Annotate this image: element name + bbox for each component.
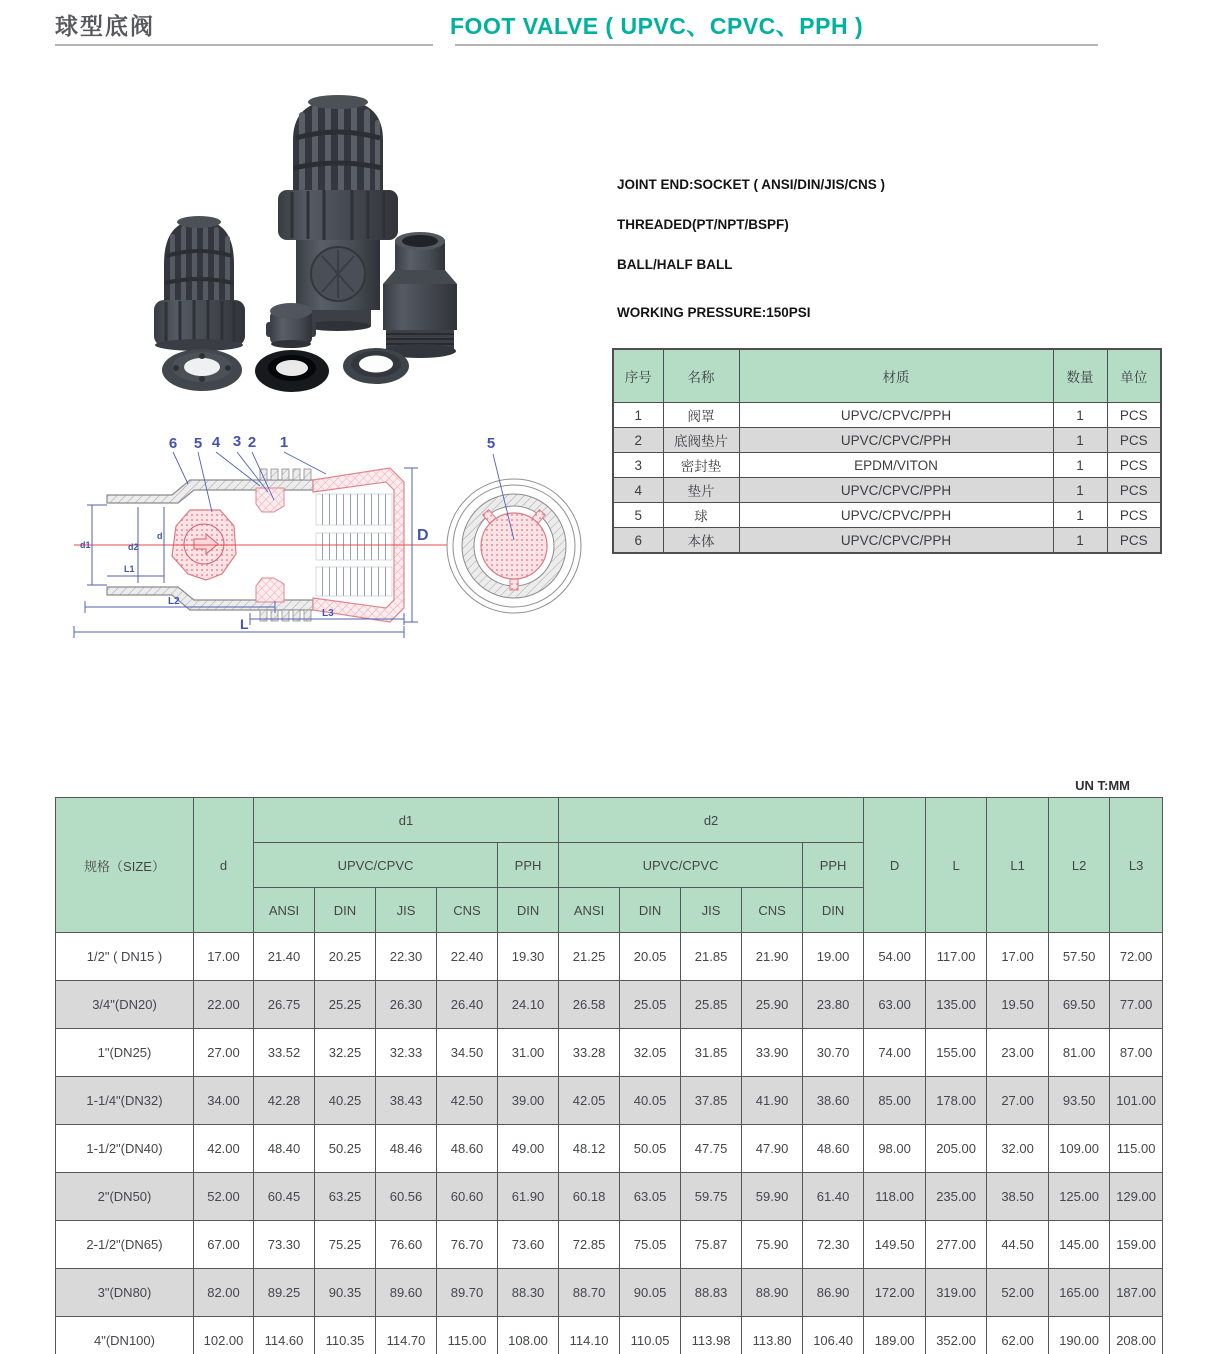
size-table-cell: 89.25 — [254, 1269, 315, 1317]
parts-header-qty: 数量 — [1053, 349, 1107, 403]
photo-gasket-flange — [162, 349, 242, 391]
size-table-cell: 50.05 — [620, 1125, 681, 1173]
size-header-d2-din: DIN — [620, 888, 681, 933]
product-photo — [100, 78, 600, 410]
size-table-cell: 48.12 — [559, 1125, 620, 1173]
parts-table-cell: 垫片 — [663, 478, 739, 503]
parts-table-cell: PCS — [1107, 478, 1161, 503]
size-table-cell: 30.70 — [803, 1029, 864, 1077]
size-table-cell: 2"(DN50) — [56, 1173, 194, 1221]
size-table-cell: 48.60 — [437, 1125, 498, 1173]
size-table-row — [56, 1317, 1163, 1354]
size-table-cell: 33.28 — [559, 1029, 620, 1077]
size-table-cell: 50.25 — [315, 1125, 376, 1173]
size-table-row — [56, 1077, 1163, 1125]
parts-table-cell: PCS — [1107, 453, 1161, 478]
size-table-cell: 25.05 — [620, 981, 681, 1029]
size-table-cell: 33.52 — [254, 1029, 315, 1077]
size-table-cell: 48.60 — [803, 1125, 864, 1173]
size-table-cell: 113.80 — [742, 1317, 803, 1354]
size-header-size: 规格（SIZE） — [56, 798, 194, 933]
parts-table-cell: 底阀垫片 — [663, 428, 739, 453]
size-table-cell: 44.50 — [987, 1221, 1049, 1269]
size-header-d2: d2 — [559, 798, 864, 843]
size-table-cell: 149.50 — [864, 1221, 926, 1269]
callout-3: 3 — [232, 433, 242, 450]
parts-table-cell: UPVC/CPVC/PPH — [739, 478, 1053, 503]
size-table-cell: 25.90 — [742, 981, 803, 1029]
header-divider-left — [55, 44, 433, 46]
size-table-cell: 113.98 — [681, 1317, 742, 1354]
spec-ball: BALL/HALF BALL — [617, 257, 733, 272]
size-header-L2: L2 — [1049, 798, 1110, 933]
size-table-cell: 205.00 — [926, 1125, 987, 1173]
size-table-cell: 106.40 — [803, 1317, 864, 1354]
size-table-cell: 85.00 — [864, 1077, 926, 1125]
size-table-cell: 208.00 — [1110, 1317, 1163, 1354]
size-table-cell: 63.25 — [315, 1173, 376, 1221]
page-title-chinese: 球型底阀 — [55, 13, 155, 39]
size-table-cell: 172.00 — [864, 1269, 926, 1317]
size-table-cell: 42.05 — [559, 1077, 620, 1125]
size-table-row — [56, 981, 1163, 1029]
size-table-cell: 235.00 — [926, 1173, 987, 1221]
size-header-d1-din: DIN — [315, 888, 376, 933]
size-table-cell: 110.05 — [620, 1317, 681, 1354]
size-table-cell: 89.70 — [437, 1269, 498, 1317]
size-table-cell: 352.00 — [926, 1317, 987, 1354]
size-table-cell: 22.00 — [194, 981, 254, 1029]
size-table-cell: 21.25 — [559, 933, 620, 981]
parts-table-cell: 阀罩 — [663, 403, 739, 428]
size-header-d2-cns: CNS — [742, 888, 803, 933]
size-table-cell: 101.00 — [1110, 1077, 1163, 1125]
dim-label-d: d — [157, 531, 163, 541]
size-table-cell: 47.90 — [742, 1125, 803, 1173]
size-table-cell: 42.50 — [437, 1077, 498, 1125]
parts-table — [612, 348, 1162, 554]
size-table-cell: 75.05 — [620, 1221, 681, 1269]
parts-header-unit: 单位 — [1107, 349, 1161, 403]
parts-table-cell: 1 — [1053, 428, 1107, 453]
size-table-cell: 77.00 — [1110, 981, 1163, 1029]
parts-table-cell: PCS — [1107, 528, 1161, 554]
callout-6: 6 — [168, 435, 178, 452]
size-table-cell: 1"(DN25) — [56, 1029, 194, 1077]
dim-label-L3: L3 — [322, 608, 334, 619]
size-table-cell: 125.00 — [1049, 1173, 1110, 1221]
size-table-cell: 48.40 — [254, 1125, 315, 1173]
dim-label-D: D — [417, 527, 429, 544]
parts-table-cell: EPDM/VITON — [739, 453, 1053, 478]
size-table-cell: 319.00 — [926, 1269, 987, 1317]
size-table-cell: 26.75 — [254, 981, 315, 1029]
size-table-cell: 76.70 — [437, 1221, 498, 1269]
size-table-cell: 39.00 — [498, 1077, 559, 1125]
parts-table-cell: PCS — [1107, 403, 1161, 428]
size-header-d1-jis: JIS — [376, 888, 437, 933]
size-table-cell: 114.60 — [254, 1317, 315, 1354]
size-table-cell: 24.10 — [498, 981, 559, 1029]
size-table-cell: 60.60 — [437, 1173, 498, 1221]
size-table-cell: 88.30 — [498, 1269, 559, 1317]
size-table-cell: 21.85 — [681, 933, 742, 981]
callout-5-end-view: 5 — [486, 435, 496, 452]
size-table-cell: 57.50 — [1049, 933, 1110, 981]
size-table-cell: 31.00 — [498, 1029, 559, 1077]
size-table-cell: 187.00 — [1110, 1269, 1163, 1317]
size-table-cell: 38.60 — [803, 1077, 864, 1125]
size-header-d1-cns: CNS — [437, 888, 498, 933]
size-table-cell: 42.00 — [194, 1125, 254, 1173]
size-table-cell: 26.30 — [376, 981, 437, 1029]
size-table-cell: 60.45 — [254, 1173, 315, 1221]
size-table-cell: 115.00 — [437, 1317, 498, 1354]
unit-note: UN T:MM — [1075, 778, 1130, 793]
size-table-cell: 32.05 — [620, 1029, 681, 1077]
size-table-cell: 52.00 — [987, 1269, 1049, 1317]
size-header-d1-pph: PPH — [498, 843, 559, 888]
parts-table-cell: 1 — [1053, 503, 1107, 528]
size-table-cell: 33.90 — [742, 1029, 803, 1077]
drawing-end-view — [447, 435, 581, 613]
size-table-cell: 155.00 — [926, 1029, 987, 1077]
size-header-d1: d1 — [254, 798, 559, 843]
photo-strainer-cage — [154, 216, 245, 351]
size-table-cell: 190.00 — [1049, 1317, 1110, 1354]
parts-table-row — [613, 403, 1161, 428]
size-table-cell: 165.00 — [1049, 1269, 1110, 1317]
size-table-cell: 72.00 — [1110, 933, 1163, 981]
parts-table-row — [613, 478, 1161, 503]
size-table — [55, 797, 1163, 1354]
parts-table-cell: UPVC/CPVC/PPH — [739, 428, 1053, 453]
photo-socket-adapter — [383, 232, 457, 358]
dim-label-d1: d1 — [80, 540, 91, 550]
size-table-cell: 73.60 — [498, 1221, 559, 1269]
size-table-cell: 76.60 — [376, 1221, 437, 1269]
parts-table-cell: PCS — [1107, 503, 1161, 528]
size-table-cell: 82.00 — [194, 1269, 254, 1317]
size-table-cell: 90.05 — [620, 1269, 681, 1317]
size-header-D: D — [864, 798, 926, 933]
size-table-cell: 88.90 — [742, 1269, 803, 1317]
parts-table-cell: 1 — [1053, 478, 1107, 503]
size-table-cell: 67.00 — [194, 1221, 254, 1269]
dim-label-L2: L2 — [168, 596, 180, 607]
size-table-cell: 90.35 — [315, 1269, 376, 1317]
parts-table-cell: 密封垫 — [663, 453, 739, 478]
dim-label-L: L — [240, 616, 249, 632]
parts-table-cell: 1 — [1053, 453, 1107, 478]
size-table-cell: 25.25 — [315, 981, 376, 1029]
size-table-cell: 189.00 — [864, 1317, 926, 1354]
size-table-cell: 38.50 — [987, 1173, 1049, 1221]
size-table-cell: 59.90 — [742, 1173, 803, 1221]
photo-gasket-ring — [343, 348, 409, 384]
callout-4: 4 — [211, 434, 221, 451]
dim-label-d2: d2 — [128, 542, 139, 552]
size-table-cell: 37.85 — [681, 1077, 742, 1125]
header-divider-right — [455, 44, 1098, 46]
size-table-row — [56, 1125, 1163, 1173]
callout-5: 5 — [193, 435, 203, 452]
size-table-cell: 63.00 — [864, 981, 926, 1029]
size-table-cell: 20.25 — [315, 933, 376, 981]
size-table-cell: 114.70 — [376, 1317, 437, 1354]
photo-foot-valve-assembled — [278, 95, 398, 331]
size-table-cell: 20.05 — [620, 933, 681, 981]
parts-table-cell: 2 — [613, 428, 663, 453]
size-table-cell: 48.46 — [376, 1125, 437, 1173]
parts-table-cell: UPVC/CPVC/PPH — [739, 403, 1053, 428]
size-header-d1-upvc-cpvc: UPVC/CPVC — [254, 843, 498, 888]
size-header-L: L — [926, 798, 987, 933]
parts-table-cell: 本体 — [663, 528, 739, 554]
size-table-cell: 22.40 — [437, 933, 498, 981]
drawing-callouts — [169, 433, 288, 452]
size-table-cell: 23.80 — [803, 981, 864, 1029]
spec-joint-end: JOINT END:SOCKET ( ANSI/DIN/JIS/CNS ) — [617, 177, 886, 192]
size-header-d2-upvc-cpvc: UPVC/CPVC — [559, 843, 803, 888]
size-table-cell: 115.00 — [1110, 1125, 1163, 1173]
parts-table-cell: 6 — [613, 528, 663, 554]
size-table-cell: 26.58 — [559, 981, 620, 1029]
spec-working-pressure: WORKING PRESSURE:150PSI — [617, 305, 811, 320]
size-table-cell: 75.25 — [315, 1221, 376, 1269]
size-table-cell: 1-1/4"(DN32) — [56, 1077, 194, 1125]
size-table-cell: 86.90 — [803, 1269, 864, 1317]
size-table-cell: 118.00 — [864, 1173, 926, 1221]
size-table-cell: 4"(DN100) — [56, 1317, 194, 1354]
size-table-cell: 73.30 — [254, 1221, 315, 1269]
size-table-cell: 75.90 — [742, 1221, 803, 1269]
size-table-cell: 27.00 — [194, 1029, 254, 1077]
size-header-d1-pph-din: DIN — [498, 888, 559, 933]
size-table-cell: 21.90 — [742, 933, 803, 981]
parts-table-cell: PCS — [1107, 428, 1161, 453]
size-table-cell: 69.50 — [1049, 981, 1110, 1029]
size-table-cell: 74.00 — [864, 1029, 926, 1077]
size-table-cell: 3"(DN80) — [56, 1269, 194, 1317]
parts-header-name: 名称 — [663, 349, 739, 403]
size-header-d2-pph-din: DIN — [803, 888, 864, 933]
size-table-header-row-1 — [56, 798, 1163, 843]
size-table-cell: 62.00 — [987, 1317, 1049, 1354]
size-table-cell: 27.00 — [987, 1077, 1049, 1125]
technical-drawing — [60, 408, 620, 666]
size-header-d: d — [194, 798, 254, 933]
parts-table-cell: 3 — [613, 453, 663, 478]
size-table-cell: 61.40 — [803, 1173, 864, 1221]
size-table-cell: 42.28 — [254, 1077, 315, 1125]
parts-table-row — [613, 453, 1161, 478]
size-header-L3: L3 — [1110, 798, 1163, 933]
size-table-cell: 277.00 — [926, 1221, 987, 1269]
size-table-cell: 102.00 — [194, 1317, 254, 1354]
size-table-cell: 54.00 — [864, 933, 926, 981]
size-table-cell: 19.30 — [498, 933, 559, 981]
size-table-cell: 2-1/2"(DN65) — [56, 1221, 194, 1269]
size-table-cell: 40.05 — [620, 1077, 681, 1125]
size-table-cell: 129.00 — [1110, 1173, 1163, 1221]
photo-gasket-rubber — [255, 350, 329, 392]
parts-header-no: 序号 — [613, 349, 663, 403]
size-table-row — [56, 1269, 1163, 1317]
parts-table-cell: 5 — [613, 503, 663, 528]
size-table-cell: 17.00 — [987, 933, 1049, 981]
size-table-cell: 21.40 — [254, 933, 315, 981]
size-header-d2-jis: JIS — [681, 888, 742, 933]
size-table-row — [56, 933, 1163, 981]
size-table-cell: 88.70 — [559, 1269, 620, 1317]
dim-label-L1: L1 — [124, 564, 135, 574]
size-table-cell: 72.85 — [559, 1221, 620, 1269]
size-header-d2-pph: PPH — [803, 843, 864, 888]
size-table-cell: 40.25 — [315, 1077, 376, 1125]
parts-table-cell: UPVC/CPVC/PPH — [739, 528, 1053, 554]
size-table-cell: 38.43 — [376, 1077, 437, 1125]
size-table-cell: 17.00 — [194, 933, 254, 981]
parts-table-cell: 1 — [1053, 403, 1107, 428]
page-title-english: FOOT VALVE ( UPVC、CPVC、PPH ) — [450, 13, 864, 39]
parts-header-material: 材质 — [739, 349, 1053, 403]
size-table-cell: 117.00 — [926, 933, 987, 981]
size-table-cell: 135.00 — [926, 981, 987, 1029]
photo-cap — [266, 303, 316, 348]
size-table-cell: 87.00 — [1110, 1029, 1163, 1077]
size-table-cell: 114.10 — [559, 1317, 620, 1354]
spec-threaded: THREADED(PT/NPT/BSPF) — [617, 217, 789, 232]
size-table-row — [56, 1029, 1163, 1077]
callout-1: 1 — [279, 434, 289, 451]
size-table-cell: 63.05 — [620, 1173, 681, 1221]
size-table-cell: 47.75 — [681, 1125, 742, 1173]
size-table-cell: 110.35 — [315, 1317, 376, 1354]
size-table-cell: 34.50 — [437, 1029, 498, 1077]
size-table-cell: 3/4"(DN20) — [56, 981, 194, 1029]
size-table-cell: 32.33 — [376, 1029, 437, 1077]
size-table-cell: 81.00 — [1049, 1029, 1110, 1077]
size-header-d1-ansi: ANSI — [254, 888, 315, 933]
size-table-cell: 23.00 — [987, 1029, 1049, 1077]
size-header-d2-ansi: ANSI — [559, 888, 620, 933]
size-table-cell: 1/2" ( DN15 ) — [56, 933, 194, 981]
size-table-cell: 60.56 — [376, 1173, 437, 1221]
size-table-cell: 19.50 — [987, 981, 1049, 1029]
size-table-cell: 108.00 — [498, 1317, 559, 1354]
size-header-L1: L1 — [987, 798, 1049, 933]
size-table-cell: 75.87 — [681, 1221, 742, 1269]
size-table-cell: 32.00 — [987, 1125, 1049, 1173]
size-table-cell: 109.00 — [1049, 1125, 1110, 1173]
parts-table-cell: 4 — [613, 478, 663, 503]
size-table-cell: 61.90 — [498, 1173, 559, 1221]
parts-table-row — [613, 528, 1161, 554]
size-table-cell: 41.90 — [742, 1077, 803, 1125]
size-table-cell: 60.18 — [559, 1173, 620, 1221]
size-table-cell: 25.85 — [681, 981, 742, 1029]
size-table-cell: 32.25 — [315, 1029, 376, 1077]
size-table-cell: 22.30 — [376, 933, 437, 981]
parts-table-header-row — [613, 349, 1161, 403]
size-table-cell: 159.00 — [1110, 1221, 1163, 1269]
size-table-row — [56, 1221, 1163, 1269]
parts-table-cell: 1 — [613, 403, 663, 428]
parts-table-row — [613, 428, 1161, 453]
size-table-cell: 89.60 — [376, 1269, 437, 1317]
size-table-cell: 49.00 — [498, 1125, 559, 1173]
size-table-cell: 31.85 — [681, 1029, 742, 1077]
parts-table-row — [613, 503, 1161, 528]
size-table-cell: 72.30 — [803, 1221, 864, 1269]
size-table-cell: 98.00 — [864, 1125, 926, 1173]
size-table-cell: 88.83 — [681, 1269, 742, 1317]
size-table-cell: 145.00 — [1049, 1221, 1110, 1269]
parts-table-cell: UPVC/CPVC/PPH — [739, 503, 1053, 528]
size-table-cell: 52.00 — [194, 1173, 254, 1221]
size-table-cell: 19.00 — [803, 933, 864, 981]
size-table-cell: 26.40 — [437, 981, 498, 1029]
size-table-cell: 1-1/2"(DN40) — [56, 1125, 194, 1173]
parts-table-cell: 1 — [1053, 528, 1107, 554]
parts-table-cell: 球 — [663, 503, 739, 528]
size-table-cell: 59.75 — [681, 1173, 742, 1221]
callout-2: 2 — [247, 434, 257, 451]
size-table-cell: 93.50 — [1049, 1077, 1110, 1125]
size-table-row — [56, 1173, 1163, 1221]
size-table-cell: 178.00 — [926, 1077, 987, 1125]
size-table-cell: 34.00 — [194, 1077, 254, 1125]
